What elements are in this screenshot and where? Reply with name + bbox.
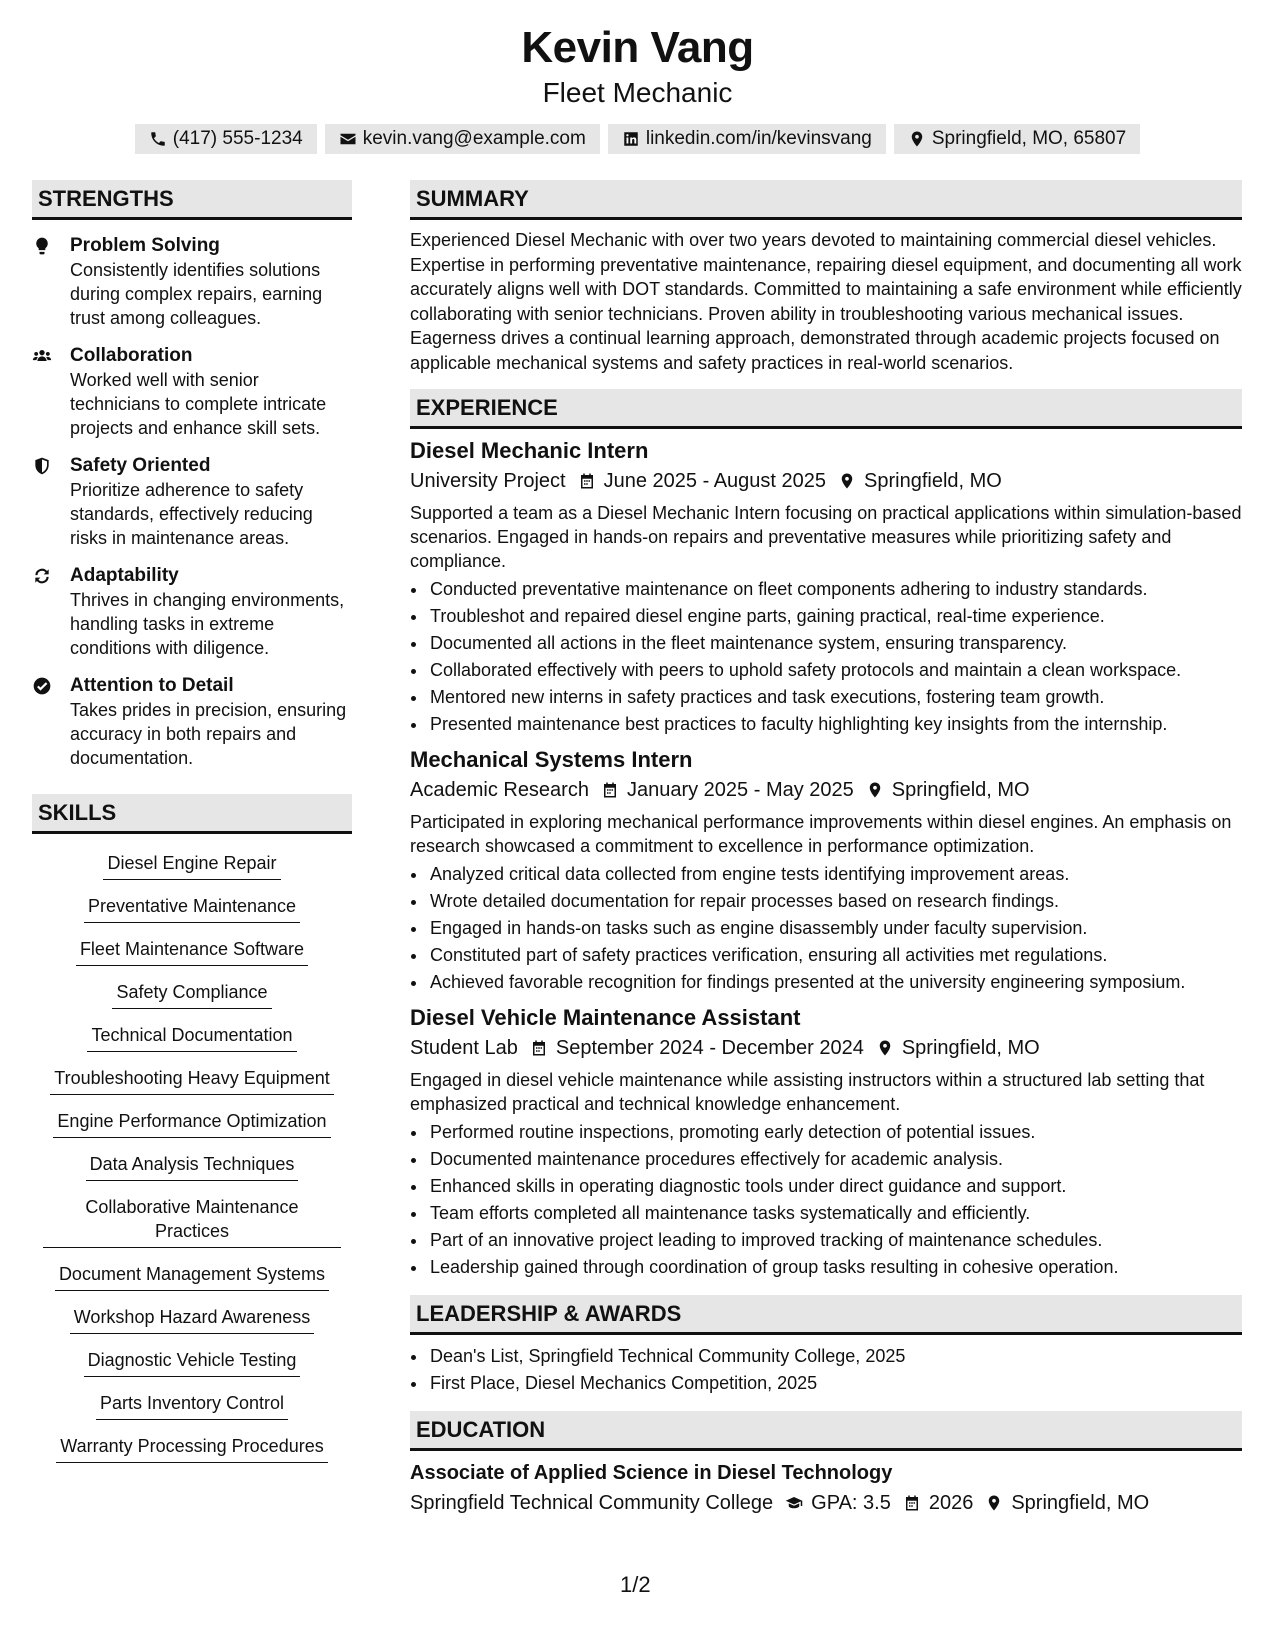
degree-title: Associate of Applied Science in Diesel Technology [410, 1462, 893, 1484]
awards-list [410, 1343, 1242, 1397]
contact-bar [0, 124, 1275, 154]
skills-heading: SKILLS [32, 794, 352, 834]
strength-item [32, 234, 352, 330]
job-bullets [410, 576, 1242, 738]
bullet-item: • Collaborated effectively with peers to uphold safety protocols and maintain a clean workspace. [428, 657, 1242, 684]
calendar-icon [903, 1494, 921, 1512]
email-contact[interactable] [325, 124, 600, 154]
job-title: Diesel Mechanic Intern [410, 438, 649, 463]
job-bullets [410, 861, 1242, 996]
strength-item [32, 454, 352, 550]
skill-tag: Preventative Maintenance [84, 886, 300, 923]
skill-tag: Warranty Processing Procedures [56, 1426, 327, 1463]
candidate-role: Fleet Mechanic [542, 77, 733, 108]
map-pin-icon [985, 1494, 1003, 1512]
candidate-name: Kevin Vang [521, 23, 754, 72]
skill-tag: Troubleshooting Heavy Equipment [50, 1058, 334, 1095]
school-location: Springfield, MO [1011, 1492, 1150, 1514]
location-text: Springfield, MO, 65807 [931, 128, 1127, 149]
calendar-icon [530, 1039, 548, 1057]
strength-item [32, 674, 352, 770]
location-contact [894, 124, 1140, 154]
resume-header [0, 0, 1275, 154]
strength-desc: Takes prides in precision, ensuring accuracy in both repairs and documentation. [70, 700, 347, 768]
job-location: Springfield, MO [901, 1037, 1040, 1059]
skill-tag: Document Management Systems [55, 1254, 329, 1291]
skill-tag: Workshop Hazard Awareness [70, 1297, 314, 1334]
skills-list [32, 840, 352, 1466]
bullet-item: • Troubleshot and repaired diesel engine parts, gaining practical, real-time experience. [428, 603, 1242, 630]
shield-icon [32, 456, 52, 476]
skill-tag: Safety Compliance [112, 972, 271, 1009]
strength-title: Adaptability [70, 565, 179, 586]
job-location: Springfield, MO [891, 779, 1030, 801]
map-pin-icon [866, 781, 884, 799]
linkedin-contact[interactable] [608, 124, 886, 154]
job-entry [410, 1004, 1242, 1281]
education-heading: EDUCATION [410, 1411, 1242, 1451]
gpa-text: GPA: 3.5 [811, 1492, 891, 1514]
strength-title: Problem Solving [70, 235, 220, 256]
envelope-icon [339, 130, 357, 148]
strength-desc: Prioritize adherence to safety standards, effectively reducing risks in maintenance areas. [70, 480, 313, 548]
job-meta [410, 776, 1242, 804]
bullet-item: • Enhanced skills in operating diagnostic tools under direct guidance and support. [428, 1173, 1242, 1200]
bullet-item: • Mentored new interns in safety practices and task executions, fostering team growth. [428, 684, 1242, 711]
job-title: Diesel Vehicle Maintenance Assistant [410, 1005, 801, 1030]
skill-tag: Data Analysis Techniques [86, 1144, 299, 1181]
job-entry [410, 437, 1242, 738]
map-pin-icon [876, 1039, 894, 1057]
job-dates: January 2025 - May 2025 [626, 779, 854, 801]
bullet-item: • Constituted part of safety practices verification, ensuring all activities met regulations. [428, 942, 1242, 969]
bullet-item: • Part of an innovative project leading to improved tracking of maintenance schedules. [428, 1227, 1242, 1254]
linkedin-text: linkedin.com/in/kevinsvang [645, 128, 872, 149]
bullet-item: • Performed routine inspections, promoting early detection of potential issues. [428, 1119, 1242, 1146]
strength-item [32, 344, 352, 440]
right-column [410, 180, 1242, 1517]
bullet-item: • Analyzed critical data collected from engine tests identifying improvement areas. [428, 861, 1242, 888]
job-description: Engaged in diesel vehicle maintenance while assisting instructors within a structured lab setting that emphasized practical and technical knowledge enhancement. [410, 1070, 1205, 1114]
calendar-icon [601, 781, 619, 799]
graduation-cap-icon [785, 1494, 803, 1512]
map-pin-icon [908, 130, 926, 148]
award-item: • Dean's List, Springfield Technical Community College, 2025 [428, 1343, 1242, 1370]
strength-desc: Thrives in changing environments, handling tasks in extreme conditions with diligence. [70, 590, 345, 658]
strength-title: Collaboration [70, 345, 193, 366]
bullet-item: • Documented maintenance procedures effectively for academic analysis. [428, 1146, 1242, 1173]
strength-title: Attention to Detail [70, 675, 234, 696]
job-meta [410, 1034, 1242, 1062]
linkedin-icon [622, 130, 640, 148]
map-pin-icon [838, 472, 856, 490]
job-org: Academic Research [410, 779, 589, 801]
calendar-icon [578, 472, 596, 490]
left-column [32, 180, 352, 1466]
phone-text: (417) 555-1234 [172, 128, 303, 149]
award-item: • First Place, Diesel Mechanics Competition, 2025 [428, 1370, 1242, 1397]
phone-contact [135, 124, 317, 154]
job-meta [410, 467, 1242, 495]
awards-heading: LEADERSHIP & AWARDS [410, 1295, 1242, 1335]
skill-tag: Technical Documentation [87, 1015, 296, 1052]
skill-tag: Collaborative Maintenance Practices [43, 1187, 341, 1248]
summary-text: Experienced Diesel Mechanic with over two years devoted to maintaining commercial diesel vehicles. Expertise in performing preventative maintenance, repairing diesel equipment, and documenting all work accurately aligns well with DOT standards. Committed to maintaining a safe environment while efficiently collaborating with senior technicians. Proven ability in troubleshooting various mechanical issues. Eagerness drives a continual learning approach, demonstrated through academic projects focused on applicable mechanical systems and safety practices in real-world scenarios. [410, 230, 1242, 373]
sync-icon [32, 566, 52, 586]
skill-tag: Parts Inventory Control [96, 1383, 288, 1420]
skill-tag: Diagnostic Vehicle Testing [84, 1340, 301, 1377]
strength-desc: Consistently identifies solutions during complex repairs, earning trust among colleagues. [70, 260, 323, 328]
lightbulb-icon [32, 236, 52, 256]
strengths-heading: STRENGTHS [32, 180, 352, 220]
skill-tag: Diesel Engine Repair [103, 843, 280, 880]
users-icon [32, 346, 52, 366]
email-text: kevin.vang@example.com [362, 128, 586, 149]
job-description: Participated in exploring mechanical performance improvements within diesel engines. An emphasis on research showcased a commitment to excellence in performance optimization. [410, 812, 1232, 856]
bullet-item: • Leadership gained through coordination of group tasks resulting in cohesive operation. [428, 1254, 1242, 1281]
strength-title: Safety Oriented [70, 455, 211, 476]
page-number: 1/2 [620, 1572, 651, 1597]
education-meta [410, 1489, 1242, 1517]
graduation-year: 2026 [928, 1492, 974, 1514]
strength-item [32, 564, 352, 660]
experience-heading: EXPERIENCE [410, 389, 1242, 429]
bullet-item: • Team efforts completed all maintenance tasks systematically and efficiently. [428, 1200, 1242, 1227]
check-circle-icon [32, 676, 52, 696]
job-entry [410, 746, 1242, 996]
strength-desc: Worked well with senior technicians to complete intricate projects and enhance skill sets. [70, 370, 327, 438]
job-org: University Project [410, 470, 566, 492]
job-title: Mechanical Systems Intern [410, 747, 693, 772]
job-bullets [410, 1119, 1242, 1281]
bullet-item: • Achieved favorable recognition for findings presented at the university engineering symposium. [428, 969, 1242, 996]
phone-icon [149, 130, 167, 148]
job-dates: September 2024 - December 2024 [555, 1037, 864, 1059]
summary-heading: SUMMARY [410, 180, 1242, 220]
bullet-item: • Engaged in hands-on tasks such as engine disassembly under faculty supervision. [428, 915, 1242, 942]
bullet-item: • Documented all actions in the fleet maintenance system, ensuring transparency. [428, 630, 1242, 657]
bullet-item: • Presented maintenance best practices to faculty highlighting key insights from the internship. [428, 711, 1242, 738]
job-dates: June 2025 - August 2025 [603, 470, 827, 492]
job-org: Student Lab [410, 1037, 518, 1059]
bullet-item: • Conducted preventative maintenance on fleet components adhering to industry standards. [428, 576, 1242, 603]
bullet-item: • Wrote detailed documentation for repair processes based on research findings. [428, 888, 1242, 915]
skill-tag: Engine Performance Optimization [53, 1101, 330, 1138]
job-location: Springfield, MO [864, 470, 1002, 492]
skill-tag: Fleet Maintenance Software [76, 929, 308, 966]
school-name: Springfield Technical Community College [410, 1492, 774, 1514]
job-description: Supported a team as a Diesel Mechanic Intern focusing on practical applications within simulation-based scenarios. Engaged in hands-on repairs and preventative measures while prioritizing safety and compliance. [410, 503, 1242, 571]
